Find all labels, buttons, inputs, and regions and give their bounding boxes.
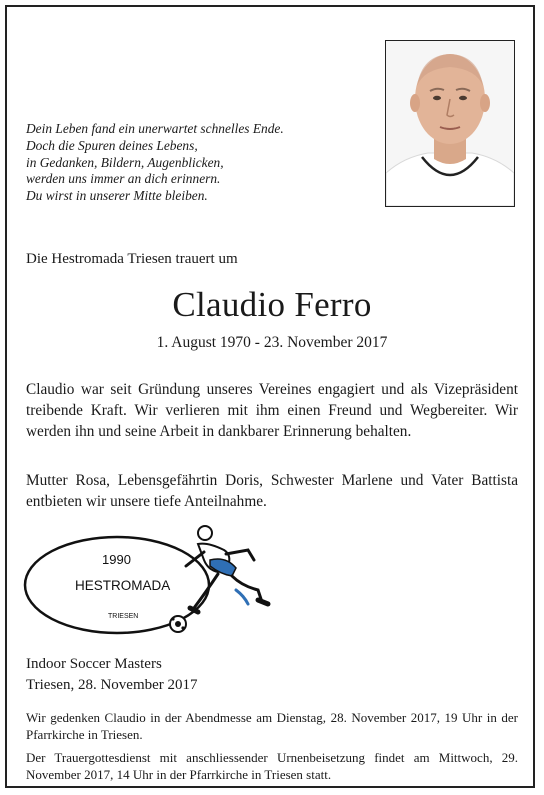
poem-line: Doch die Spuren deines Lebens, [26, 137, 198, 153]
logo-town: TRIESEN [108, 613, 139, 620]
funeral-notice: Der Trauergottesdienst mit anschliessender Urnenbeisetzung findet am Mittwoch, 29. November 2017, 14 Uhr in der Pfarrkirche in Triesen statt. [26, 750, 518, 782]
mass-notice: Wir gedenken Claudio in der Abendmesse am Dienstag, 28. November 2017, 19 Uhr in der Pfarrkirche in Triesen. [26, 710, 518, 742]
signature-block [26, 654, 198, 695]
poem-line: in Gedanken, Bildern, Augenblicken, [26, 154, 224, 170]
soccer-player-icon [186, 526, 268, 612]
logo-club-name: HESTROMADA [75, 578, 171, 593]
portrait-photo [385, 40, 515, 207]
deceased-name: Claudio Ferro [172, 285, 372, 324]
poem-line: Dein Leben fand ein unerwartet schnelles Ende. [26, 121, 284, 136]
poem-line: werden uns immer an dich erinnern. [26, 171, 221, 187]
place-date: Triesen, 28. November 2017 [26, 676, 198, 693]
condolence-paragraph: Mutter Rosa, Lebensgefährtin Doris, Schwester Marlene und Vater Battista entbieten wir unsere tiefe Anteilnahme. [26, 472, 518, 510]
poem-line: Du wirst in unserer Mitte bleiben. [26, 188, 208, 204]
intro-text: Die Hestromada Triesen trauert um [26, 251, 238, 267]
club-logo [22, 520, 272, 645]
portrait-image [386, 41, 514, 206]
memorial-poem [26, 121, 366, 205]
soccer-ball-icon [170, 616, 186, 632]
logo-year: 1990 [102, 552, 131, 567]
club-tagline: Indoor Soccer Masters [26, 656, 162, 672]
life-dates: 1. August 1970 - 23. November 2017 [156, 334, 388, 351]
tribute-paragraph: Claudio war seit Gründung unseres Vereines engagiert und als Vizepräsident treibende Kraft. Wir verlieren mit ihm einen Freund und Wegbereiter. Wir werden ihn und seine Arbeit in dankbarer Erinnerung behalten. [26, 381, 518, 440]
